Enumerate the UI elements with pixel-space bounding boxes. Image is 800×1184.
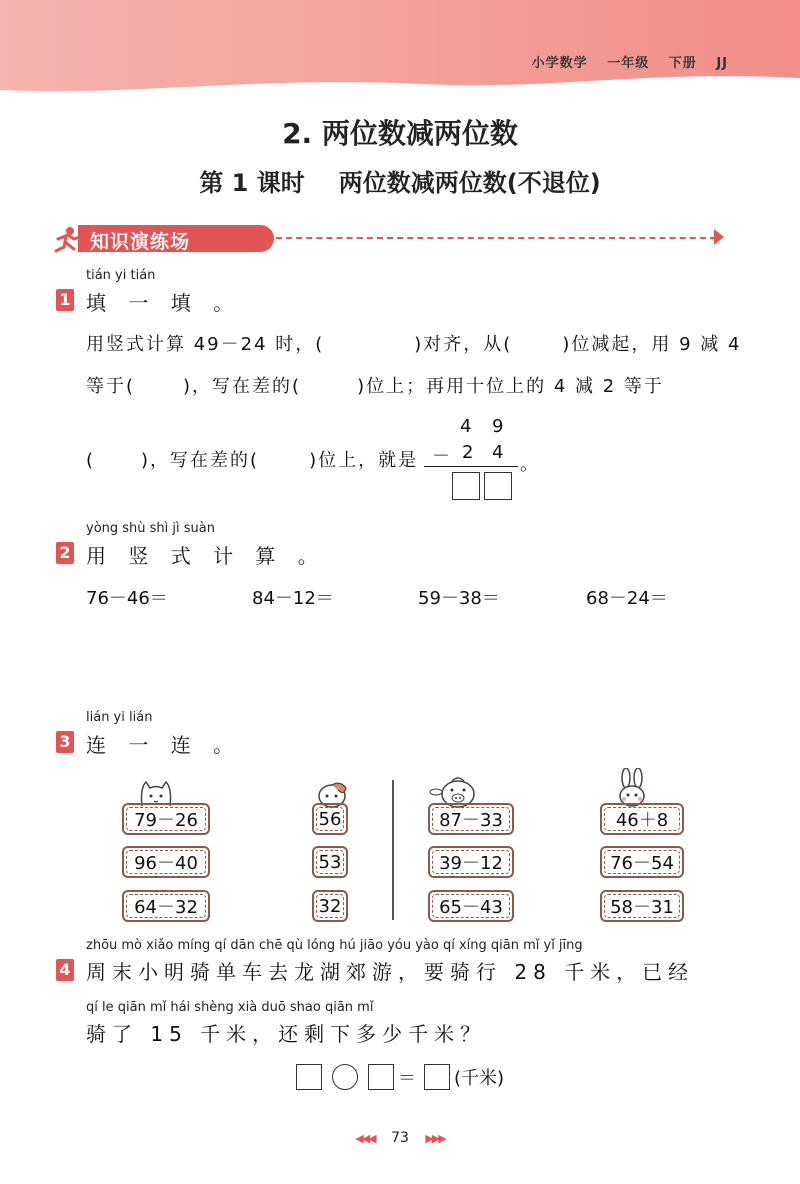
- vertical-top-tens: 4: [460, 416, 472, 437]
- answer-card-label: 46＋8: [604, 807, 680, 831]
- banner-title: 知识演练场: [90, 231, 191, 253]
- banner-dashed-line: [276, 237, 716, 239]
- equation-unit: (千米): [454, 1068, 505, 1089]
- left-arrows-icon: ◀◀◀: [355, 1132, 375, 1145]
- expression-card[interactable]: [122, 890, 210, 922]
- q1-period: 。: [520, 454, 540, 475]
- answer-card[interactable]: [312, 846, 348, 878]
- q1-line2: [86, 372, 664, 398]
- expression-card[interactable]: [428, 846, 514, 878]
- expression-card[interactable]: [122, 846, 210, 878]
- answer-card-label: 56: [316, 807, 344, 831]
- q1-line3-part-a: (: [86, 450, 96, 471]
- answer-card-label: 58－31: [604, 894, 680, 918]
- chapter-title: 2. 两位数减两位数: [282, 117, 518, 150]
- q3-pinyin: lián yi lián: [86, 710, 153, 725]
- header-meta: [518, 52, 728, 71]
- page-number: 73: [391, 1130, 409, 1146]
- q1-line3: [86, 446, 418, 472]
- expression-card-label: 64－32: [126, 894, 206, 918]
- q1-line2-part-b: )，写在差的(: [183, 376, 302, 397]
- equation-box-2[interactable]: [368, 1064, 394, 1090]
- vertical-rule-line: [424, 466, 518, 467]
- q2-pinyin: yòng shù shì jì suàn: [86, 521, 215, 536]
- q1-number: 1: [56, 289, 74, 311]
- header-grade: 一年级: [607, 56, 650, 71]
- expression-card[interactable]: [428, 890, 514, 922]
- rabbit-icon: [612, 768, 652, 808]
- q1-line1-part-c: )位减起，用 9 减 4: [562, 334, 742, 355]
- q4-line2: 骑了 15 千米，还剩下多少千米？: [86, 1022, 487, 1046]
- q1-line1-part-a: 用竖式计算 49－24 时，(: [86, 334, 325, 355]
- answer-card[interactable]: [312, 890, 348, 922]
- q1-line2-part-a: 等于(: [86, 376, 136, 397]
- q2-title: 用 竖 式 计 算 。: [86, 544, 326, 568]
- q2-problem: 68－24＝: [586, 588, 668, 609]
- header-volume: 下册: [668, 56, 697, 71]
- expression-card-label: 65－43: [432, 894, 510, 918]
- answer-card[interactable]: [600, 846, 684, 878]
- page-footer: [0, 1130, 800, 1146]
- q4-number: 4: [56, 959, 74, 981]
- q3-number: 3: [56, 731, 74, 753]
- lesson-label: 第 1 课时: [199, 169, 305, 197]
- answer-card[interactable]: [600, 803, 684, 835]
- group-divider: [392, 780, 394, 920]
- vertical-answer-ones-box[interactable]: [484, 472, 512, 500]
- q2-problem: 76－46＝: [86, 588, 168, 609]
- equation-operator-circle[interactable]: [332, 1064, 358, 1090]
- q4-line1: 周末小明骑单车去龙湖郊游，要骑行 28 千米，已经: [86, 960, 695, 984]
- header-edition: JJ: [716, 56, 728, 71]
- q3-title: 连 一 连 。: [86, 733, 242, 757]
- expression-card[interactable]: [428, 803, 514, 835]
- q4-pinyin-line2: qí le qiān mǐ hái shèng xià duō shao qiān mǐ: [86, 1000, 374, 1015]
- banner-arrow-icon: [714, 229, 724, 245]
- expression-card-label: 96－40: [126, 850, 206, 874]
- expression-card-label: 39－12: [432, 850, 510, 874]
- header-subject: 小学数学: [531, 56, 588, 71]
- q2-problem: 59－38＝: [418, 588, 500, 609]
- answer-card-label: 53: [316, 850, 344, 874]
- equation-result-box[interactable]: [424, 1064, 450, 1090]
- q2-problem: 84－12＝: [252, 588, 334, 609]
- expression-card[interactable]: [122, 803, 210, 835]
- q1-title: 填 一 填 。: [86, 291, 242, 315]
- answer-card[interactable]: [312, 803, 348, 835]
- q1-line1-part-b: )对齐，从(: [414, 334, 513, 355]
- vertical-answer-tens-box[interactable]: [452, 472, 480, 500]
- q4-pinyin-line1: zhōu mò xiǎo míng qí dān chē qù lóng hú jiāo yóu yào qí xíng qiān mǐ yǐ jīng: [86, 938, 583, 953]
- equation-box-1[interactable]: [296, 1064, 322, 1090]
- q1-pinyin: tián yi tián: [86, 268, 156, 283]
- q2-number: 2: [56, 542, 74, 564]
- q1-line3-part-c: )位上，就是: [309, 450, 419, 471]
- answer-card-label: 32: [316, 894, 344, 918]
- q1-line2-part-c: )位上；再用十位上的 4 减 2 等于: [357, 376, 664, 397]
- lesson-title: [0, 163, 800, 198]
- q1-line1: [86, 330, 741, 356]
- equation-equals: ＝: [398, 1068, 416, 1089]
- right-arrows-icon: ▶▶▶: [425, 1132, 445, 1145]
- vertical-minus-sign: －: [432, 446, 450, 467]
- lesson-name: 两位数减两位数(不退位): [338, 169, 601, 197]
- answer-card[interactable]: [600, 890, 684, 922]
- expression-card-label: 87－33: [432, 807, 510, 831]
- expression-card-label: 79－26: [126, 807, 206, 831]
- q1-line3-part-b: )，写在差的(: [141, 450, 260, 471]
- vertical-bottom-ones: 4: [492, 442, 504, 463]
- vertical-bottom-tens: 2: [462, 442, 474, 463]
- vertical-top-ones: 9: [492, 416, 504, 437]
- answer-card-label: 76－54: [604, 850, 680, 874]
